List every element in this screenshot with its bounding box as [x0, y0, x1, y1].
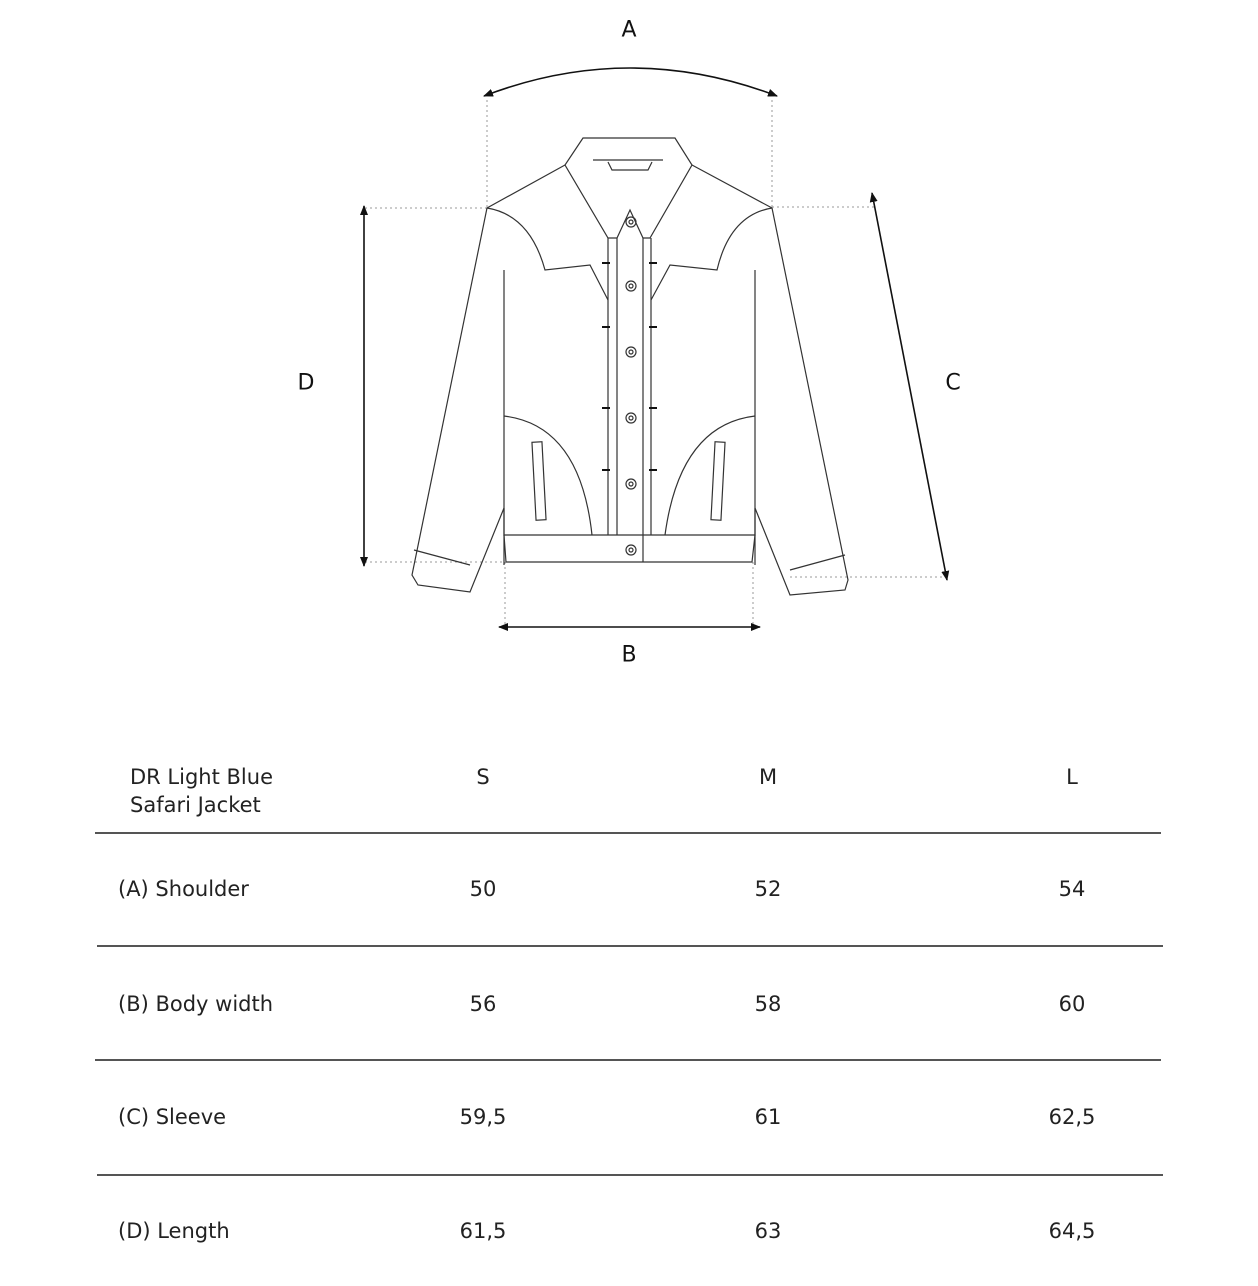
- length-m: 63: [754, 1219, 782, 1243]
- shoulder-l: 54: [1058, 877, 1086, 901]
- row-label-body-width: (B) Body width: [118, 992, 274, 1016]
- row-label-sleeve: (C) Sleeve: [118, 1105, 227, 1129]
- row-divider: [97, 945, 1163, 947]
- size-header-m: M: [758, 765, 778, 789]
- shoulder-s: 50: [469, 877, 497, 901]
- sleeve-l: 62,5: [1048, 1105, 1096, 1129]
- length-l: 64,5: [1048, 1219, 1096, 1243]
- dim-label-b: B: [621, 642, 637, 668]
- sleeve-m: 61: [754, 1105, 782, 1129]
- row-label-shoulder: (A) Shoulder: [118, 877, 249, 901]
- product-title-line1: DR Light Blue: [130, 765, 273, 789]
- dim-label-d: D: [297, 370, 315, 396]
- row-divider: [95, 1059, 1161, 1061]
- size-header-s: S: [476, 765, 490, 789]
- row-divider: [97, 1174, 1163, 1176]
- shoulder-m: 52: [754, 877, 782, 901]
- body-width-s: 56: [469, 992, 497, 1016]
- header-divider: [95, 832, 1161, 834]
- product-title-line2: Safari Jacket: [130, 793, 261, 817]
- body-width-l: 60: [1058, 992, 1086, 1016]
- length-s: 61,5: [459, 1219, 507, 1243]
- dim-label-a: A: [621, 17, 637, 43]
- body-width-m: 58: [754, 992, 782, 1016]
- row-label-length: (D) Length: [118, 1219, 230, 1243]
- size-header-l: L: [1066, 765, 1078, 789]
- dim-label-c: C: [945, 370, 961, 396]
- sleeve-s: 59,5: [459, 1105, 507, 1129]
